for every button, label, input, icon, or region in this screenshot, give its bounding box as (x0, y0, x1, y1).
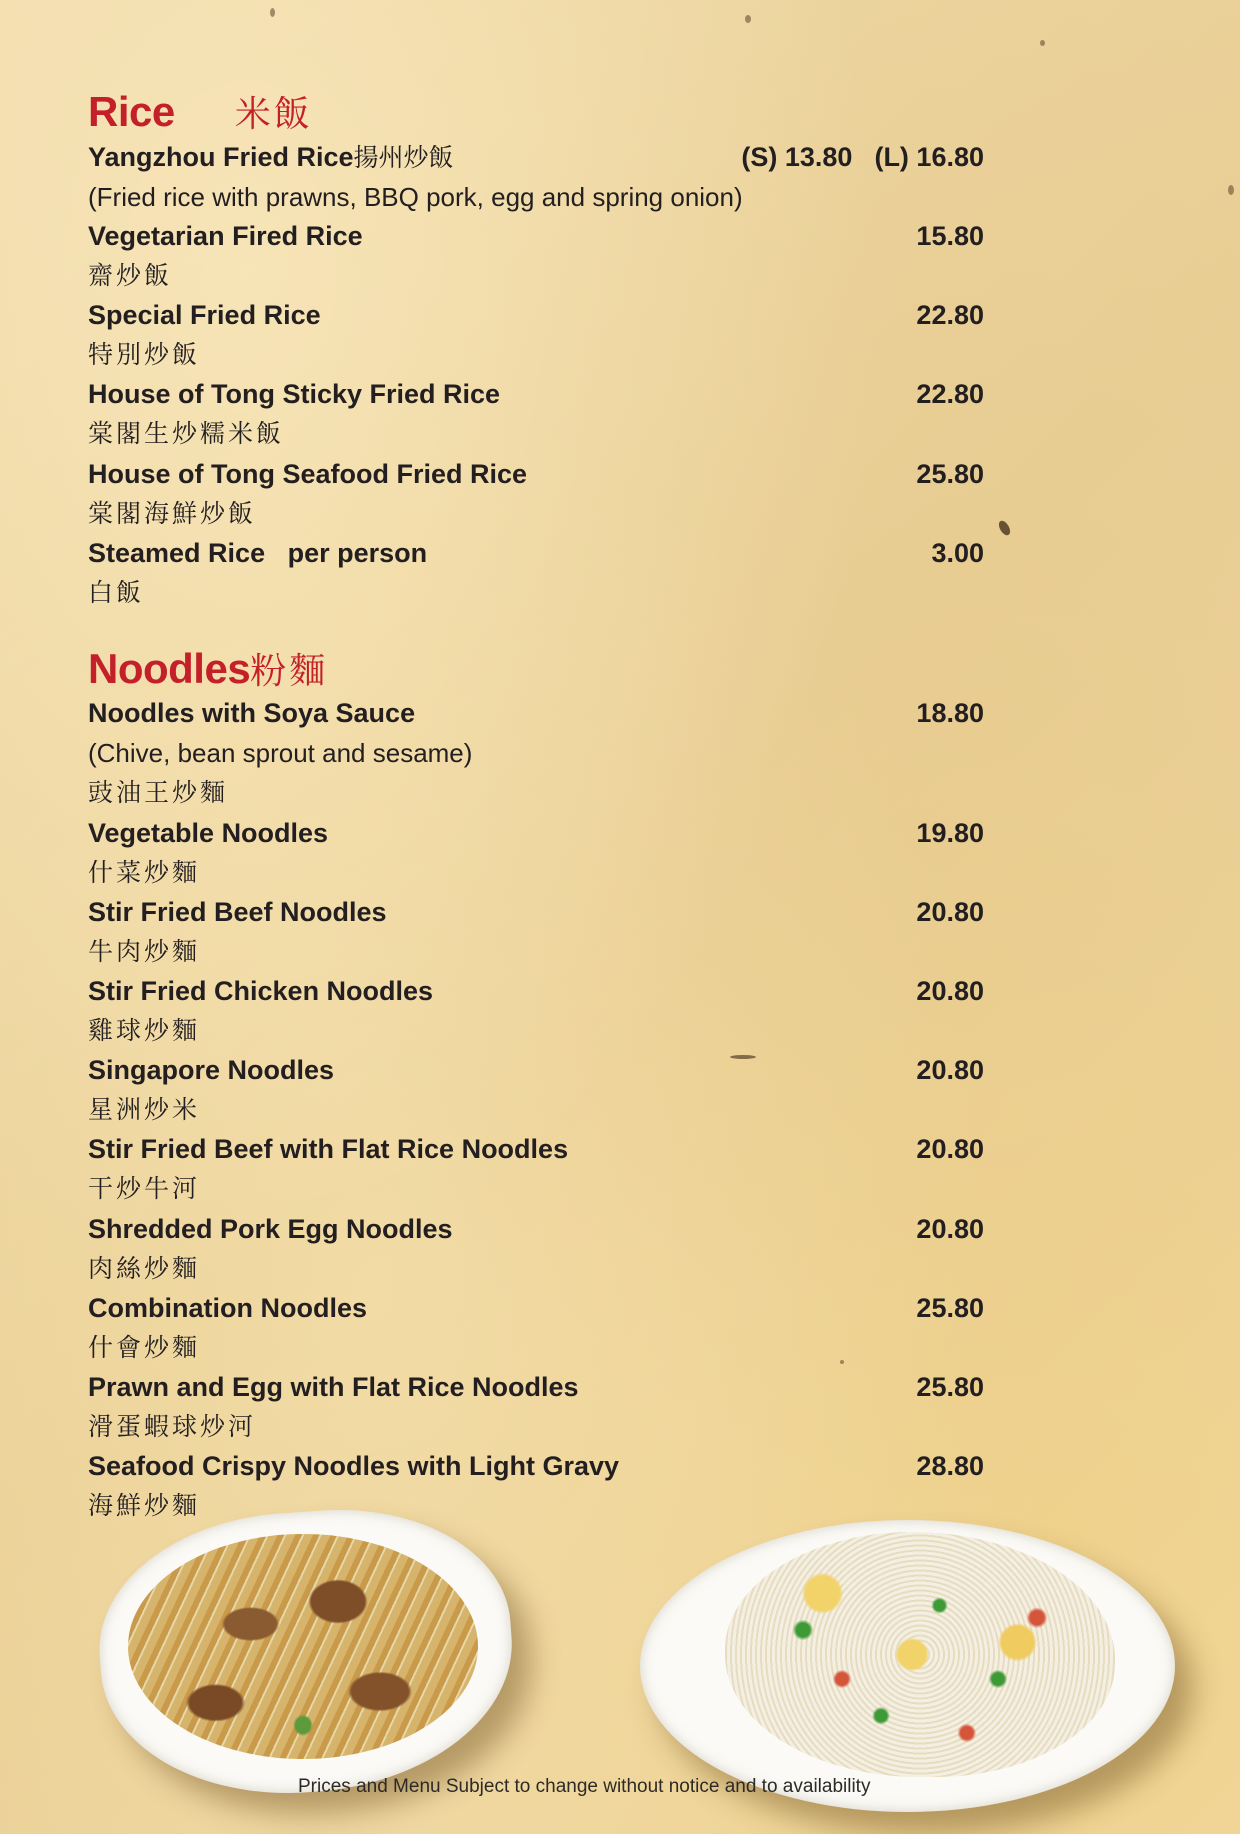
item-description: (Fried rice with prawns, BBQ pork, egg and spring onion) (88, 182, 743, 212)
item-description: (Chive, bean sprout and sesame) (88, 738, 473, 768)
paper-speck (745, 15, 751, 23)
item-name-zh: 棠閣生炒糯米飯 (88, 419, 285, 448)
item-name: Vegetarian Fired Rice (88, 221, 363, 251)
section-title-en: Noodles (88, 645, 251, 692)
item-name-zh: 肉絲炒麵 (88, 1254, 201, 1283)
menu-item (88, 1129, 984, 1169)
menu-item (88, 216, 984, 256)
menu-item (88, 533, 984, 573)
paper-speck (1040, 40, 1045, 46)
item-name: Special Fried Rice (88, 300, 321, 330)
paper-speck (997, 519, 1013, 537)
item-name: Vegetable Noodles (88, 818, 329, 848)
item-price: 25.80 (916, 1372, 984, 1402)
section-title-zh: 粉麵 (250, 651, 329, 692)
item-name-zh: 棠閣海鮮炒飯 (88, 499, 257, 528)
item-name: Shredded Pork Egg Noodles (88, 1214, 453, 1244)
menu-item (88, 971, 984, 1011)
item-price: 22.80 (916, 379, 984, 409)
noodle-dish-photo (100, 1512, 512, 1792)
menu-item (88, 1050, 984, 1090)
menu-item (88, 1209, 984, 1249)
menu-item (88, 813, 984, 853)
item-price: (S) 13.80 (L) 16.80 (741, 142, 984, 172)
item-name: Seafood Crispy Noodles with Light Gravy (88, 1451, 620, 1481)
item-name: House of Tong Sticky Fried Rice (88, 379, 501, 409)
disclaimer-footer: Prices and Menu Subject to change without notice and to availability (298, 1776, 871, 1797)
section-title-noodles (88, 643, 328, 694)
item-price: 3.00 (931, 538, 984, 568)
item-price: 28.80 (916, 1451, 984, 1481)
paper-speck (1228, 185, 1234, 195)
menu-item-yangzhou-fried-rice (88, 137, 984, 177)
item-name: Stir Fried Chicken Noodles (88, 976, 434, 1006)
item-price: 22.80 (916, 300, 984, 330)
item-name: Singapore Noodles (88, 1055, 335, 1085)
item-price: 15.80 (916, 221, 984, 251)
section-title-zh: 米飯 (234, 94, 313, 135)
item-name: House of Tong Seafood Fried Rice (88, 459, 528, 489)
item-name-zh: 星洲炒米 (88, 1095, 201, 1124)
item-name-zh: 豉油王炒麵 (88, 778, 229, 807)
item-price: 20.80 (916, 897, 984, 927)
menu-item (88, 892, 984, 932)
item-name: Prawn and Egg with Flat Rice Noodles (88, 1372, 579, 1402)
item-name: Stir Fried Beef Noodles (88, 897, 387, 927)
item-price: 20.80 (916, 976, 984, 1006)
menu-item (88, 374, 984, 414)
item-price: 20.80 (916, 1214, 984, 1244)
item-name-zh: 什菜炒麵 (88, 858, 201, 887)
item-name: Stir Fried Beef with Flat Rice Noodles (88, 1134, 569, 1164)
item-price: 20.80 (916, 1055, 984, 1085)
item-price: 18.80 (916, 698, 984, 728)
item-name-zh: 牛肉炒麵 (88, 937, 201, 966)
paper-speck (270, 8, 275, 17)
item-price: 19.80 (916, 818, 984, 848)
menu-item (88, 693, 984, 733)
menu-item (88, 1367, 984, 1407)
menu-item (88, 1288, 984, 1328)
item-name-zh: 雞球炒麵 (88, 1016, 201, 1045)
noodles-food (128, 1534, 478, 1759)
item-name-zh: 特別炒飯 (88, 340, 201, 369)
item-price: 20.80 (916, 1134, 984, 1164)
menu-item (88, 295, 984, 335)
menu-item (88, 454, 984, 494)
item-price: 25.80 (916, 1293, 984, 1323)
item-name-zh: 白飯 (88, 578, 145, 607)
fried-rice-dish-photo (640, 1520, 1175, 1812)
item-name-zh: 海鮮炒麵 (88, 1491, 201, 1520)
item-name-zh: 滑蛋蝦球炒河 (88, 1412, 257, 1441)
item-name-zh: 什會炒麵 (88, 1333, 201, 1362)
item-name: Combination Noodles (88, 1293, 367, 1323)
item-name-zh: 揚州炒飯 (353, 143, 454, 172)
item-name-zh: 干炒牛河 (88, 1174, 201, 1203)
menu-item (88, 1446, 984, 1486)
item-price: 25.80 (916, 459, 984, 489)
item-name-zh: 齋炒飯 (88, 261, 173, 290)
section-title-rice (88, 86, 313, 137)
item-name: Yangzhou Fried Rice揚州炒飯 (88, 142, 454, 172)
item-name: Steamed Rice per person (88, 538, 428, 568)
item-name: Noodles with Soya Sauce (88, 698, 416, 728)
section-title-en: Rice (88, 88, 175, 135)
